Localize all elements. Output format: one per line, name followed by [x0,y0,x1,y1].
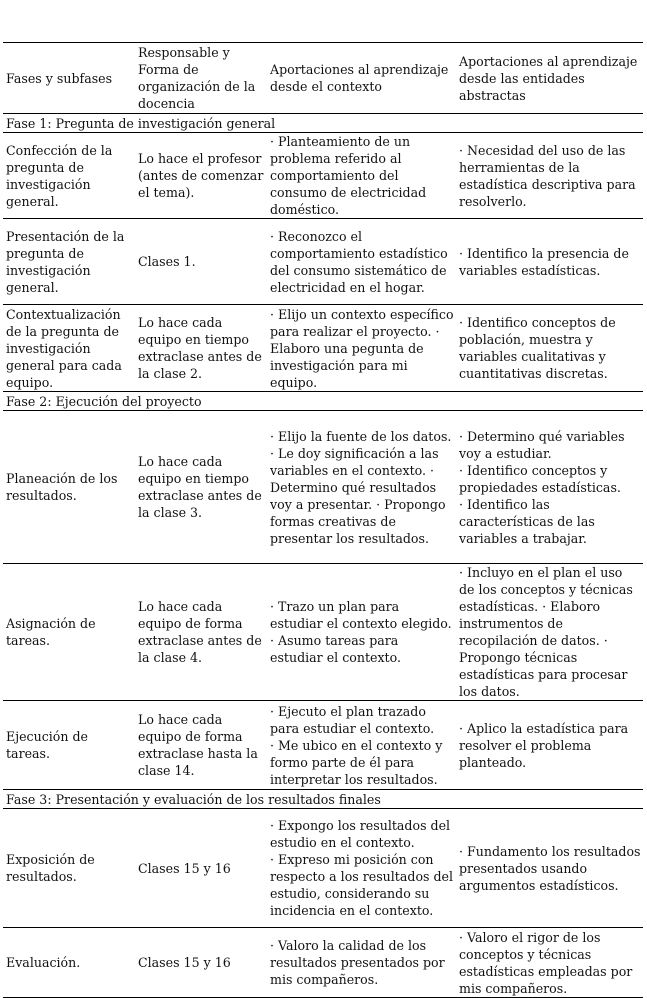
cell-fase: Exposición de resultados. [3,809,135,928]
table-row [3,564,643,701]
table-row [3,809,643,928]
cell-abstractas: · Fundamento los resultados presentados usando argumentos estadísticos. [456,809,643,928]
cell-responsable: Clases 15 y 16 [135,809,267,928]
cell-fase: Presentación de la pregunta de investigación general. [3,219,135,305]
phase-row-1 [3,114,643,133]
cell-responsable: Clases 15 y 16 [135,928,267,998]
phase-row-2 [3,392,643,411]
phases-table [3,42,643,998]
phase-title: Fase 1: Pregunta de investigación general [3,114,643,133]
cell-fase: Evaluación. [3,928,135,998]
cell-contexto [267,701,456,790]
phase-row-3 [3,790,643,809]
bullet-text: · Identifico conceptos y propiedades estadísticas. [459,462,621,495]
cell-contexto: · Planteamiento de un problema referido al comportamiento del consumo de electricidad doméstico. [267,133,456,219]
cell-fase: Ejecución de tareas. [3,701,135,790]
cell-contexto [267,809,456,928]
cell-responsable: Lo hace el profesor (antes de comenzar el tema). [135,133,267,219]
header-abstractas: Aportaciones al aprendizaje desde las entidades abstractas [456,43,643,114]
table-row [3,219,643,305]
cell-abstractas: · Identifico la presencia de variables estadísticas. [456,219,643,305]
cell-responsable: Clases 1. [135,219,267,305]
cell-abstractas [456,411,643,564]
bullet-text: · Identifico las características de las variables a trabajar. [459,496,595,546]
cell-responsable: Lo hace cada equipo de forma extraclase antes de la clase 4. [135,564,267,701]
cell-abstractas: · Necesidad del uso de las herramientas de la estadística descriptiva para resolverlo. [456,133,643,219]
bullet-text: · Ejecuto el plan trazado para estudiar el contexto. [270,703,435,736]
bullet-text: · Me ubico en el contexto y formo parte de él para interpretar los resultados. [270,737,443,787]
phase-title: Fase 2: Ejecución del proyecto [3,392,643,411]
table-row [3,133,643,219]
cell-contexto: · Valoro la calidad de los resultados presentados por mis compañeros. [267,928,456,998]
cell-responsable: Lo hace cada equipo en tiempo extraclase antes de la clase 2. [135,305,267,392]
bullet-text: · Expongo los resultados del estudio en el contexto. [270,818,451,850]
cell-responsable: Lo hace cada equipo de forma extraclase hasta la clase 14. [135,701,267,790]
cell-abstractas: · Incluyo en el plan el uso de los conceptos y técnicas estadísticas. · Elaboro instrumentos de recopilación de datos. · Propongo técnicas estadísticas para procesar los datos. [456,564,643,701]
cell-fase: Planeación de los resultados. [3,411,135,564]
header-contexto: Aportaciones al aprendizaje desde el contexto [267,43,456,114]
bullet-text: · Expreso mi posición con respecto a los resultados del estudio, considerando su incidencia en el contexto. [270,852,454,918]
table-row [3,305,643,392]
cell-contexto: · Trazo un plan para estudiar el contexto elegido. · Asumo tareas para estudiar el contexto. [267,564,456,701]
cell-abstractas: · Identifico conceptos de población, muestra y variables cualitativas y cuantitativas discretas. [456,305,643,392]
bullet-text: · Determino qué variables voy a estudiar. [459,428,625,461]
table-row [3,928,643,998]
cell-contexto: · Elijo la fuente de los datos. · Le doy significación a las variables en el contexto. · Determino qué resultados voy a presentar. · Propongo formas creativas de presentar los resultados. [267,411,456,564]
cell-fase: Asignación de tareas. [3,564,135,701]
cell-fase: Contextualización de la pregunta de investigación general para cada equipo. [3,305,135,392]
header-responsable: Responsable y Forma de organización de la docencia [135,43,267,114]
header-row [3,43,643,114]
table-row [3,701,643,790]
cell-contexto: · Elijo un contexto específico para realizar el proyecto. · Elaboro una pegunta de investigación para mi equipo. [267,305,456,392]
cell-responsable: Lo hace cada equipo en tiempo extraclase antes de la clase 3. [135,411,267,564]
cell-abstractas: · Aplico la estadística para resolver el problema planteado. [456,701,643,790]
phase-title: Fase 3: Presentación y evaluación de los resultados finales [3,790,643,809]
cell-contexto: · Reconozco el comportamiento estadístico del consumo sistemático de electricidad en el hogar. [267,219,456,305]
cell-abstractas: · Valoro el rigor de los conceptos y técnicas estadísticas empleadas por mis compañeros. [456,928,643,998]
header-fases: Fases y subfases [3,43,135,114]
cell-fase: Confección de la pregunta de investigación general. [3,133,135,219]
table-row [3,411,643,564]
